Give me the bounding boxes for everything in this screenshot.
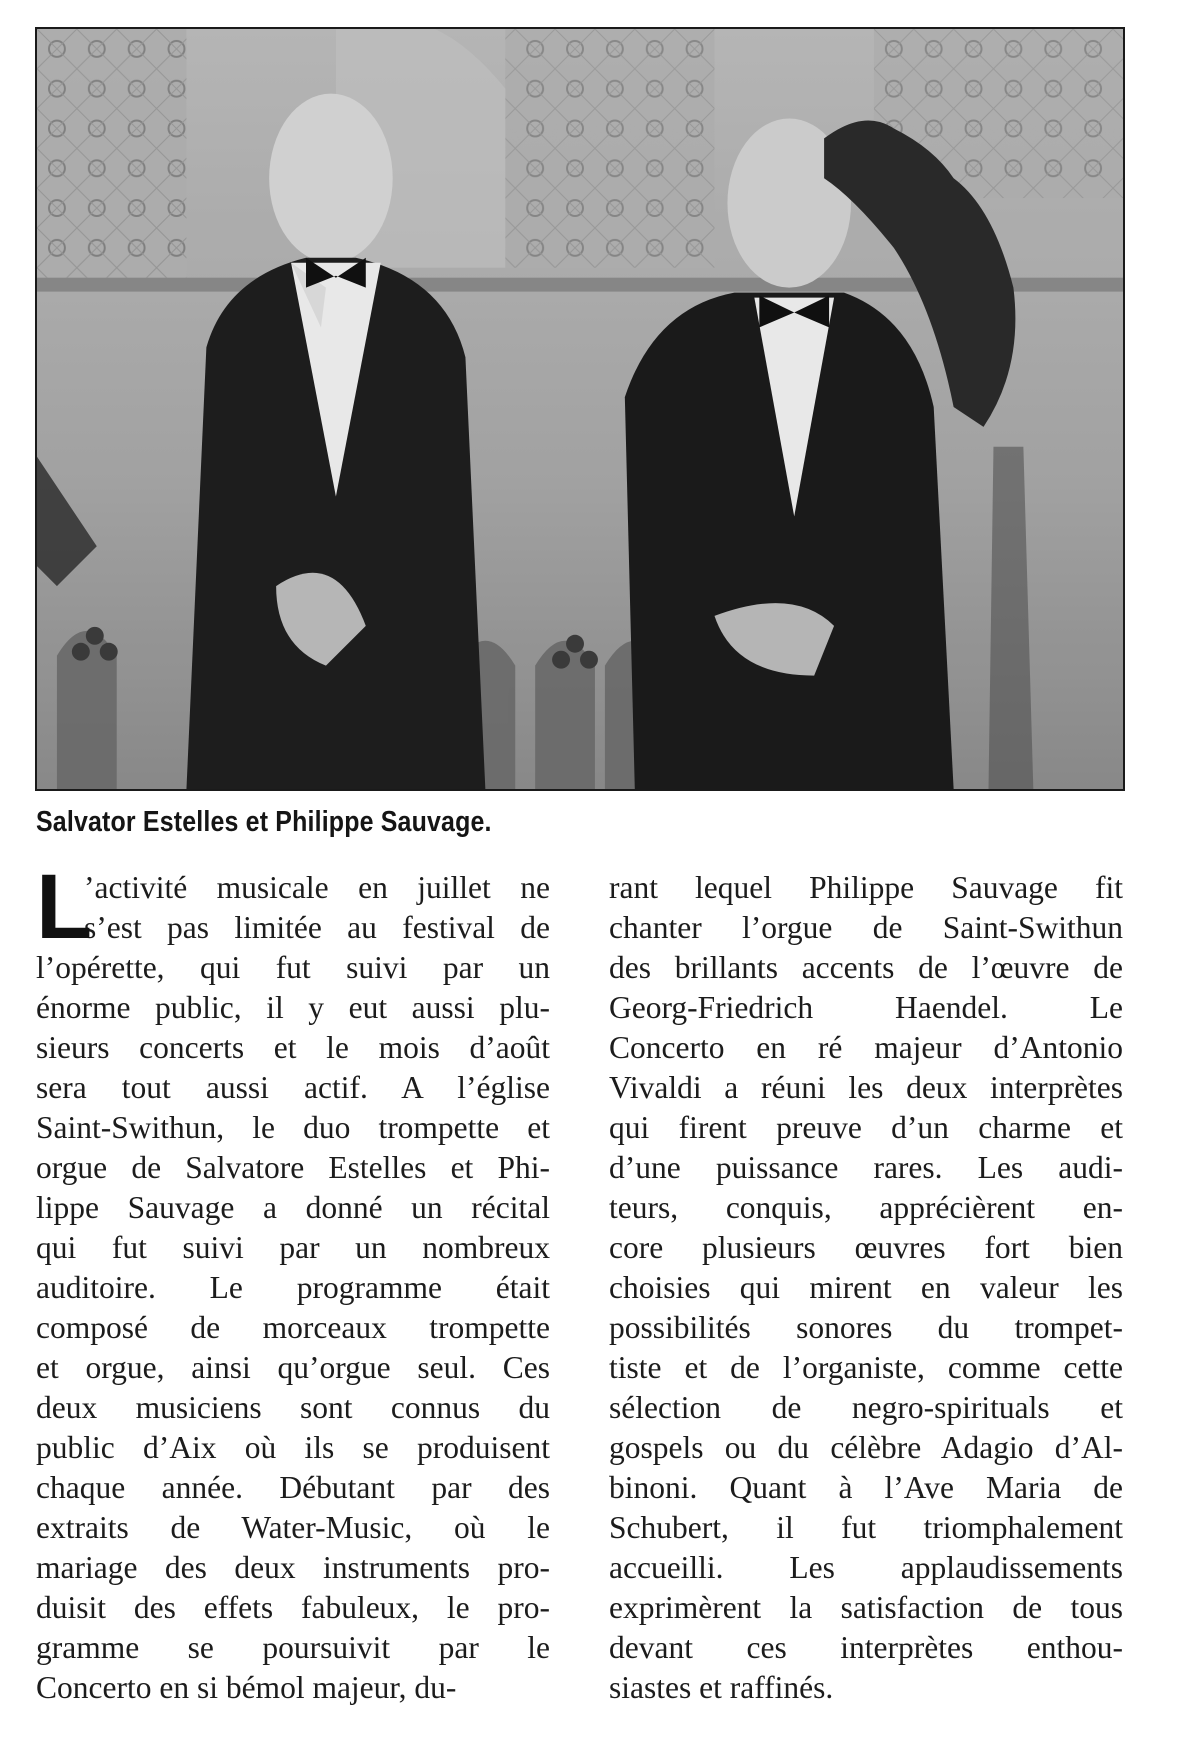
article-line: Concerto en si bémol majeur, du- <box>36 1670 457 1705</box>
article-line: sélection de negro-spirituals et <box>609 1390 1123 1425</box>
article-line: binoni. Quant à l’Ave Maria de <box>609 1470 1123 1505</box>
article-line: des brillants accents de l’œuvre de <box>609 950 1123 985</box>
article-line: extraits de Water-Music, où le <box>36 1510 550 1545</box>
article-line: Concerto en ré majeur d’Antonio <box>609 1030 1123 1065</box>
article-line: core plusieurs œuvres fort bien <box>609 1230 1123 1265</box>
article-line: ’activité musicale en juillet ne <box>84 870 550 905</box>
article-line: chaque année. Débutant par des <box>36 1470 550 1505</box>
article-line: exprimèrent la satisfaction de tous <box>609 1590 1123 1625</box>
article-line: d’une puissance rares. Les audi- <box>609 1150 1123 1185</box>
article-line: qui fut suivi par un nombreux <box>36 1230 550 1265</box>
article-line: Vivaldi a réuni les deux interprètes <box>609 1070 1123 1105</box>
drop-cap: L <box>36 856 93 958</box>
article-line: sera tout aussi actif. A l’église <box>36 1070 550 1105</box>
article-line: auditoire. Le programme était <box>36 1270 550 1305</box>
article-line: gramme se poursuivit par le <box>36 1630 550 1665</box>
article-line: possibilités sonores du trompet- <box>609 1310 1123 1345</box>
article-line: Saint-Swithun, le duo trompette et <box>36 1110 550 1145</box>
article-line: rant lequel Philippe Sauvage fit <box>609 870 1123 905</box>
article-line: devant ces interprètes enthou- <box>609 1630 1123 1665</box>
article-line: tiste et de l’organiste, comme cette <box>609 1350 1123 1385</box>
article-line: accueilli. Les applaudissements <box>609 1550 1123 1585</box>
article-line: qui firent preuve d’un charme et <box>609 1110 1123 1145</box>
article-line: Schubert, il fut triomphalement <box>609 1510 1123 1545</box>
article-column-right <box>609 868 1123 1708</box>
article-line: chanter l’orgue de Saint-Swithun <box>609 910 1123 945</box>
article-line: gospels ou du célèbre Adagio d’Al- <box>609 1430 1123 1465</box>
article-column-left <box>36 856 550 1708</box>
photo-caption: Salvator Estelles et Philippe Sauvage. <box>36 806 492 838</box>
article-line: et orgue, ainsi qu’orgue seul. Ces <box>36 1350 550 1385</box>
photo-illustration <box>37 29 1123 789</box>
article-line: public d’Aix où ils se produisent <box>36 1430 550 1465</box>
article-line: deux musiciens sont connus du <box>36 1390 550 1425</box>
article-line: choisies qui mirent en valeur les <box>609 1270 1123 1305</box>
article-line: Georg-Friedrich Haendel. Le <box>609 990 1123 1025</box>
article-line: lippe Sauvage a donné un récital <box>36 1190 550 1225</box>
article-line: mariage des deux instruments pro- <box>36 1550 550 1585</box>
article-line: orgue de Salvatore Estelles et Phi- <box>36 1150 550 1185</box>
article-line: duisit des effets fabuleux, le pro- <box>36 1590 550 1625</box>
article-line: énorme public, il y eut aussi plu- <box>36 990 550 1025</box>
article-line: s’est pas limitée au festival de <box>84 910 550 945</box>
article-line: siastes et raffinés. <box>609 1670 834 1705</box>
article-line: teurs, conquis, apprécièrent en- <box>609 1190 1123 1225</box>
article-line: sieurs concerts et le mois d’août <box>36 1030 550 1065</box>
article-line: composé de morceaux trompette <box>36 1310 550 1345</box>
article-line: l’opérette, qui fut suivi par un <box>36 950 550 985</box>
article-photo <box>35 27 1125 791</box>
